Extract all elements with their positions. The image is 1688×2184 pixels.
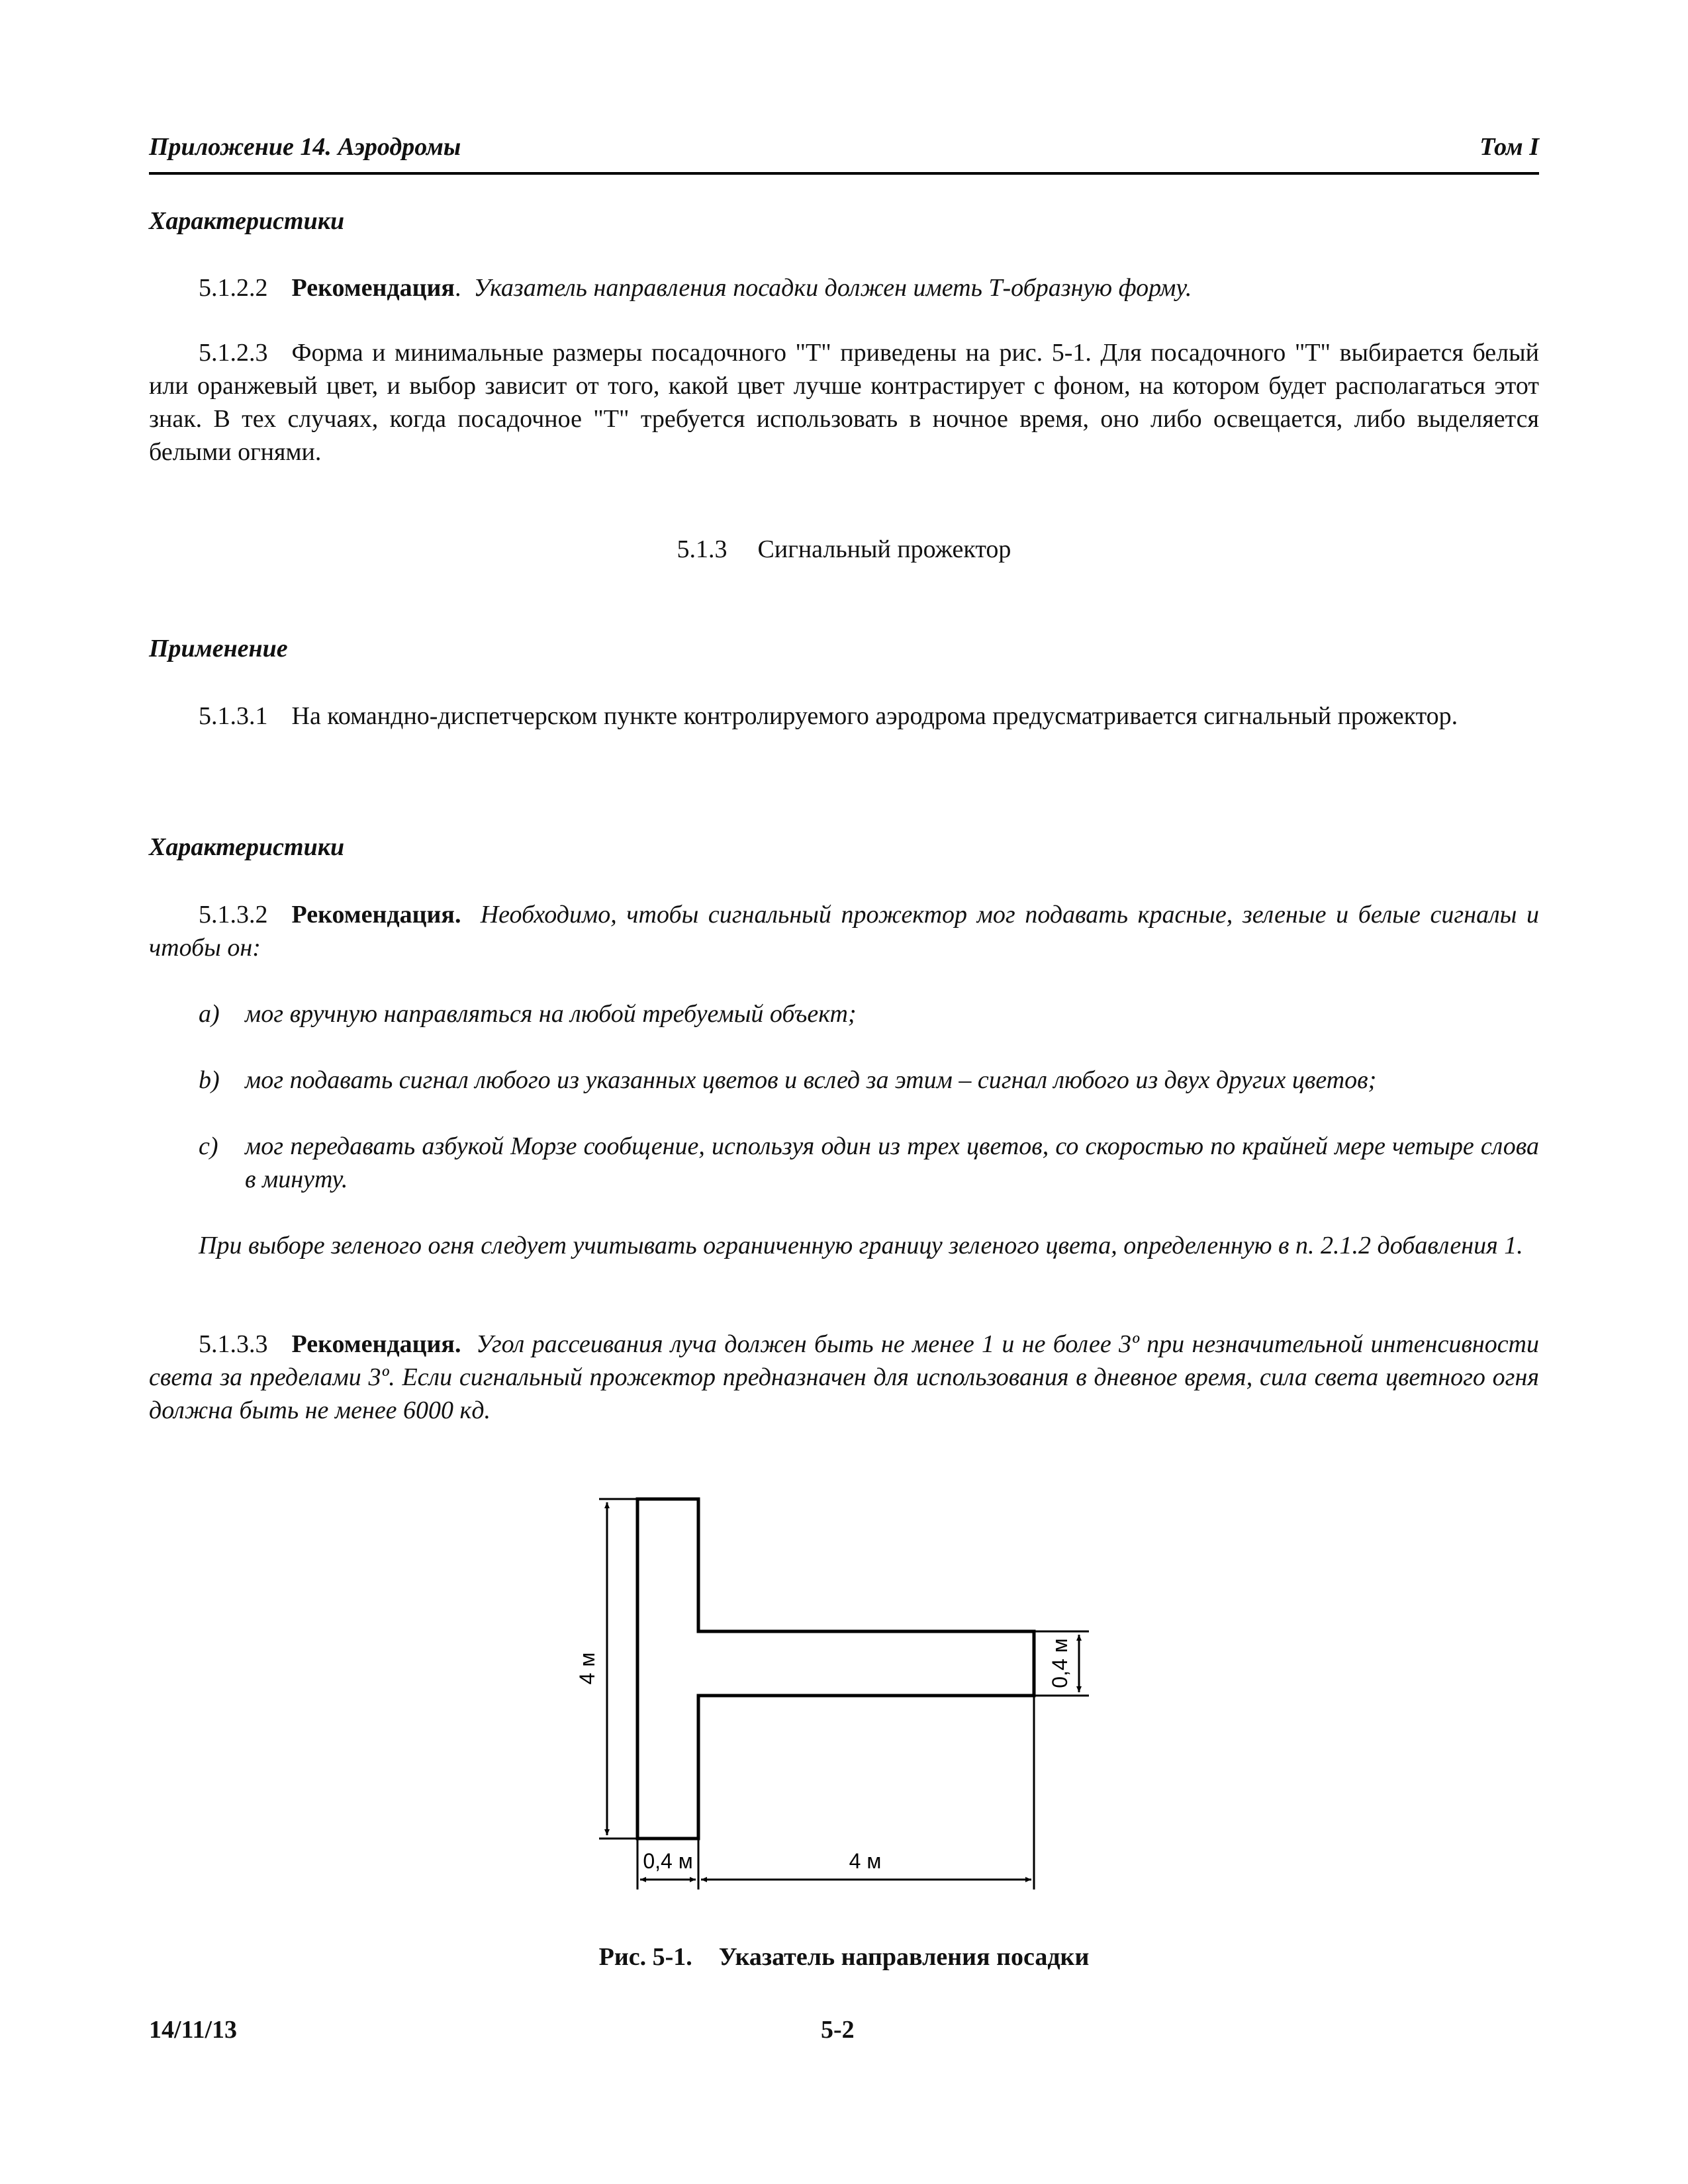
document-page — [149, 0, 1539, 2184]
list-item-label: b) — [199, 1066, 220, 1094]
subheading-characteristics: Характеристики — [149, 207, 345, 235]
list-item-text: мог подавать сигнал любого из указанных цветов и вслед за этим – сигнал любого из двух других цветов; — [245, 1066, 1377, 1094]
figure-caption — [149, 1942, 1539, 1972]
paragraph-number: 5.1.3.3 — [199, 1330, 268, 1358]
header-title: Приложение 14. Аэродромы — [149, 133, 461, 161]
section-number: 5.1.3 — [677, 535, 727, 563]
paragraph-text: Форма и минимальные размеры посадочного "Т" приведены на рис. 5-1. Для посадочного "Т" выбирается белый или оранжевый цвет, и выбор зависит от того, какой цвет лучше контрастирует с фоном, на котором будет располагаться этот знак. В тех случаях, когда посадочное "Т" требуется использовать в ночное время, оно либо освещается, либо выделяется белыми огнями. — [149, 339, 1539, 466]
subheading-characteristics-2: Характеристики — [149, 833, 345, 861]
paragraph-text: На командно-диспетчерском пункте контролируемого аэродрома предусматривается сигнальный прожектор. — [291, 702, 1458, 730]
list-item-label: c) — [199, 1132, 218, 1160]
note-paragraph: При выборе зеленого огня следует учитывать ограниченную границу зеленого цвета, определенную в п. 2.1.2 добавления 1. — [199, 1232, 1523, 1259]
figure-title: Указатель направления посадки — [718, 1943, 1090, 1971]
header-volume: Том I — [1479, 133, 1539, 161]
paragraph-number: 5.1.3.2 — [199, 901, 268, 929]
figure-number: Рис. 5-1. — [598, 1943, 692, 1971]
subheading-application: Применение — [149, 635, 288, 662]
footer-page-number: 5-2 — [821, 2016, 855, 2044]
label-width: 4 м — [849, 1849, 882, 1873]
list-item-text: мог вручную направляться на любой требуемый объект; — [245, 1000, 857, 1028]
paragraph-number: 5.1.2.2 — [199, 274, 268, 302]
paragraph-text: Указатель направления посадки должен иметь Т-образную форму. — [473, 274, 1192, 302]
section-title: Сигнальный прожектор — [757, 535, 1011, 563]
paragraph-text: Угол рассеивания луча должен быть не менее 1 и не более 3º при незначительной интенсивности света за пределами 3º. Если сигнальный прожектор предназначен для использования в дневное время, сила света цветного огня должна быть не менее 6000 кд. — [149, 1330, 1539, 1424]
paragraph-number: 5.1.2.3 — [199, 339, 268, 367]
list-item-label: a) — [199, 1000, 220, 1028]
landing-t-figure — [149, 0, 1539, 2184]
recommendation-label: Рекомендация. — [291, 1330, 461, 1358]
footer-date: 14/11/13 — [149, 2016, 238, 2044]
label-height: 4 м — [575, 1652, 599, 1685]
paragraph-text: Необходимо, чтобы сигнальный прожектор мог подавать красные, зеленые и белые сигналы и чтобы он: — [149, 901, 1540, 962]
label-bar-thickness: 0,4 м — [1048, 1638, 1072, 1688]
label-stem-thickness: 0,4 м — [643, 1849, 693, 1873]
landing-t-shape — [637, 1499, 1034, 1839]
paragraph-number: 5.1.3.1 — [199, 702, 268, 730]
recommendation-separator: . — [454, 274, 461, 302]
recommendation-label: Рекомендация. — [291, 901, 461, 929]
list-item-text: мог передавать азбукой Морзе сообщение, используя один из трех цветов, со скоростью по крайней мере четыре слова в минуту. — [245, 1132, 1539, 1193]
recommendation-label: Рекомендация — [291, 274, 455, 302]
